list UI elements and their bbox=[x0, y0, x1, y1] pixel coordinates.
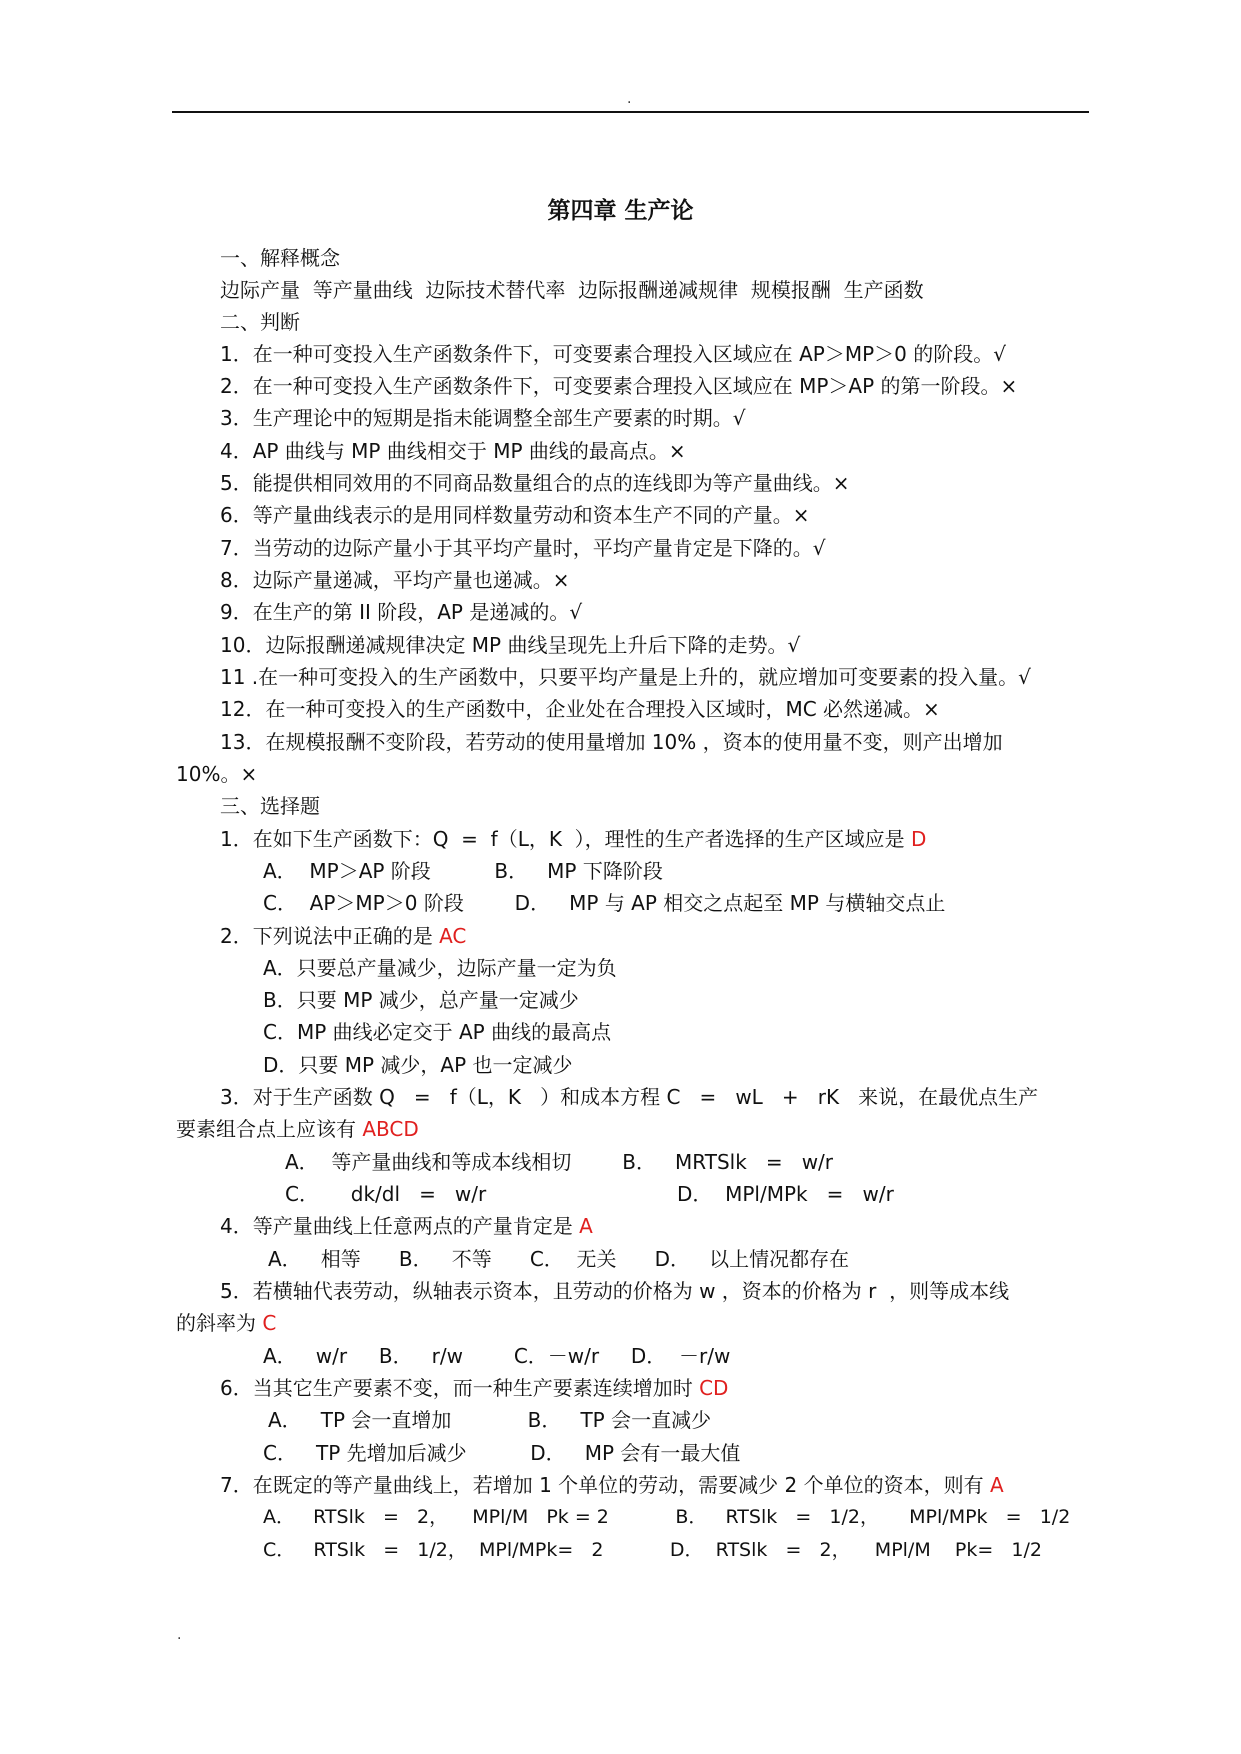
judgement-item: 6．等产量曲线表示的是用同样数量劳动和资本生产不同的产量。× bbox=[220, 503, 810, 527]
choice-options: A． RTSlk = 2， MPl/M Pk = 2 B． RTSlk = 1/2， MPl/MPk = 1/2 bbox=[263, 1506, 1071, 1528]
judgement-item: 10．边际报酬递减规律决定 MP 曲线呈现先上升后下降的走势。√ bbox=[220, 633, 801, 657]
question-text: 6．当其它生产要素不变，而一种生产要素连续增加时 bbox=[220, 1376, 700, 1400]
header-rule bbox=[172, 111, 1089, 113]
choice-options: C． dk/dl = w/r D． MPl/MPk = w/r bbox=[285, 1182, 894, 1206]
concept-terms: 边际产量 等产量曲线 边际技术替代率 边际报酬递减规律 规模报酬 生产函数 bbox=[220, 278, 924, 302]
answer-key: A bbox=[989, 1473, 1004, 1497]
choice-question-continuation bbox=[176, 1309, 276, 1337]
choice-options: C． TP 先增加后减少 D． MP 会有一最大值 bbox=[263, 1441, 741, 1465]
choice-question bbox=[220, 825, 926, 853]
chapter-title: 第四章 生产论 bbox=[547, 198, 694, 224]
choice-question: 5．若横轴代表劳动，纵轴表示资本，且劳动的价格为 w ，资本的价格为 r ，则等成本线 bbox=[220, 1279, 1010, 1303]
answer-key: ABCD bbox=[362, 1117, 419, 1141]
choice-question-continuation bbox=[176, 1115, 419, 1143]
choice-option: C．MP 曲线必定交于 AP 曲线的最高点 bbox=[263, 1020, 612, 1044]
choice-options: C． AP＞MP＞0 阶段 D． MP 与 AP 相交之点起至 MP 与横轴交点止 bbox=[263, 891, 946, 915]
question-text: 7．在既定的等产量曲线上，若增加 1 个单位的劳动，需要减少 2 个单位的资本，则有 bbox=[220, 1473, 990, 1497]
choice-option: A．只要总产量减少，边际产量一定为负 bbox=[263, 956, 617, 980]
question-text: 要素组合点上应该有 bbox=[176, 1117, 363, 1141]
choice-question: 3．对于生产函数 Q = f（L，K ）和成本方程 C = wL + rK 来说，在最优点生产 bbox=[220, 1085, 1039, 1109]
choice-options: A． TP 会一直增加 B． TP 会一直减少 bbox=[268, 1408, 712, 1432]
choice-options: A． 相等 B． 不等 C． 无关 D． 以上情况都存在 bbox=[268, 1247, 850, 1271]
header-dot: . bbox=[627, 91, 632, 107]
judgement-item: 1．在一种可变投入生产函数条件下，可变要素合理投入区域应在 AP＞MP＞0 的阶段。√ bbox=[220, 342, 1006, 366]
judgement-item: 12．在一种可变投入的生产函数中，企业处在合理投入区域时，MC 必然递减。× bbox=[220, 697, 940, 721]
judgement-item: 2．在一种可变投入生产函数条件下，可变要素合理投入区域应在 MP＞AP 的第一阶段。× bbox=[220, 374, 1018, 398]
choice-question bbox=[220, 1471, 1004, 1499]
choice-options: A． 等产量曲线和等成本线相切 B． MRTSlk = w/r bbox=[285, 1150, 834, 1174]
answer-key: A bbox=[579, 1214, 593, 1238]
answer-key: D bbox=[911, 827, 927, 851]
section-heading-concepts: 一、解释概念 bbox=[220, 246, 340, 270]
question-text: 4．等产量曲线上任意两点的产量肯定是 bbox=[220, 1214, 580, 1238]
judgement-item: 8．边际产量递减，平均产量也递减。× bbox=[220, 568, 570, 592]
answer-key: C bbox=[262, 1311, 277, 1335]
judgement-item: 11 .在一种可变投入的生产函数中，只要平均产量是上升的，就应增加可变要素的投入量。√ bbox=[220, 665, 1031, 689]
question-text: 的斜率为 bbox=[176, 1311, 263, 1335]
section-heading-choice: 三、选择题 bbox=[220, 794, 320, 818]
choice-question bbox=[220, 1212, 593, 1240]
section-heading-judgement: 二、判断 bbox=[220, 310, 300, 334]
judgement-item: 7．当劳动的边际产量小于其平均产量时，平均产量肯定是下降的。√ bbox=[220, 536, 826, 560]
choice-options: C． RTSlk = 1/2， MPl/MPk= 2 D． RTSlk = 2， MPl/M Pk= 1/2 bbox=[263, 1539, 1042, 1561]
answer-key: AC bbox=[439, 924, 467, 948]
judgement-item: 3．生产理论中的短期是指未能调整全部生产要素的时期。√ bbox=[220, 406, 746, 430]
choice-question bbox=[220, 922, 466, 950]
judgement-item: 4．AP 曲线与 MP 曲线相交于 MP 曲线的最高点。× bbox=[220, 439, 686, 463]
judgement-item: 5．能提供相同效用的不同商品数量组合的点的连线即为等产量曲线。× bbox=[220, 471, 850, 495]
judgement-item: 9．在生产的第 II 阶段，AP 是递减的。√ bbox=[220, 600, 583, 624]
answer-key: CD bbox=[699, 1376, 729, 1400]
choice-question bbox=[220, 1374, 728, 1402]
question-text: 1．在如下生产函数下：Q = f（L，K ），理性的生产者选择的生产区域应是 bbox=[220, 827, 912, 851]
choice-options: A． w/r B． r/w C．－w/r D． －r/w bbox=[263, 1344, 731, 1368]
choice-option: D．只要 MP 减少，AP 也一定减少 bbox=[263, 1053, 573, 1077]
question-text: 2．下列说法中正确的是 bbox=[220, 924, 440, 948]
judgement-item: 13．在规模报酬不变阶段，若劳动的使用量增加 10% ，资本的使用量不变，则产出增加 bbox=[220, 730, 1003, 754]
choice-option: B．只要 MP 减少，总产量一定减少 bbox=[263, 988, 579, 1012]
judgement-item-continuation: 10%。× bbox=[176, 762, 258, 786]
footer-dot: . bbox=[177, 1627, 182, 1643]
choice-options: A． MP＞AP 阶段 B． MP 下降阶段 bbox=[263, 859, 663, 883]
